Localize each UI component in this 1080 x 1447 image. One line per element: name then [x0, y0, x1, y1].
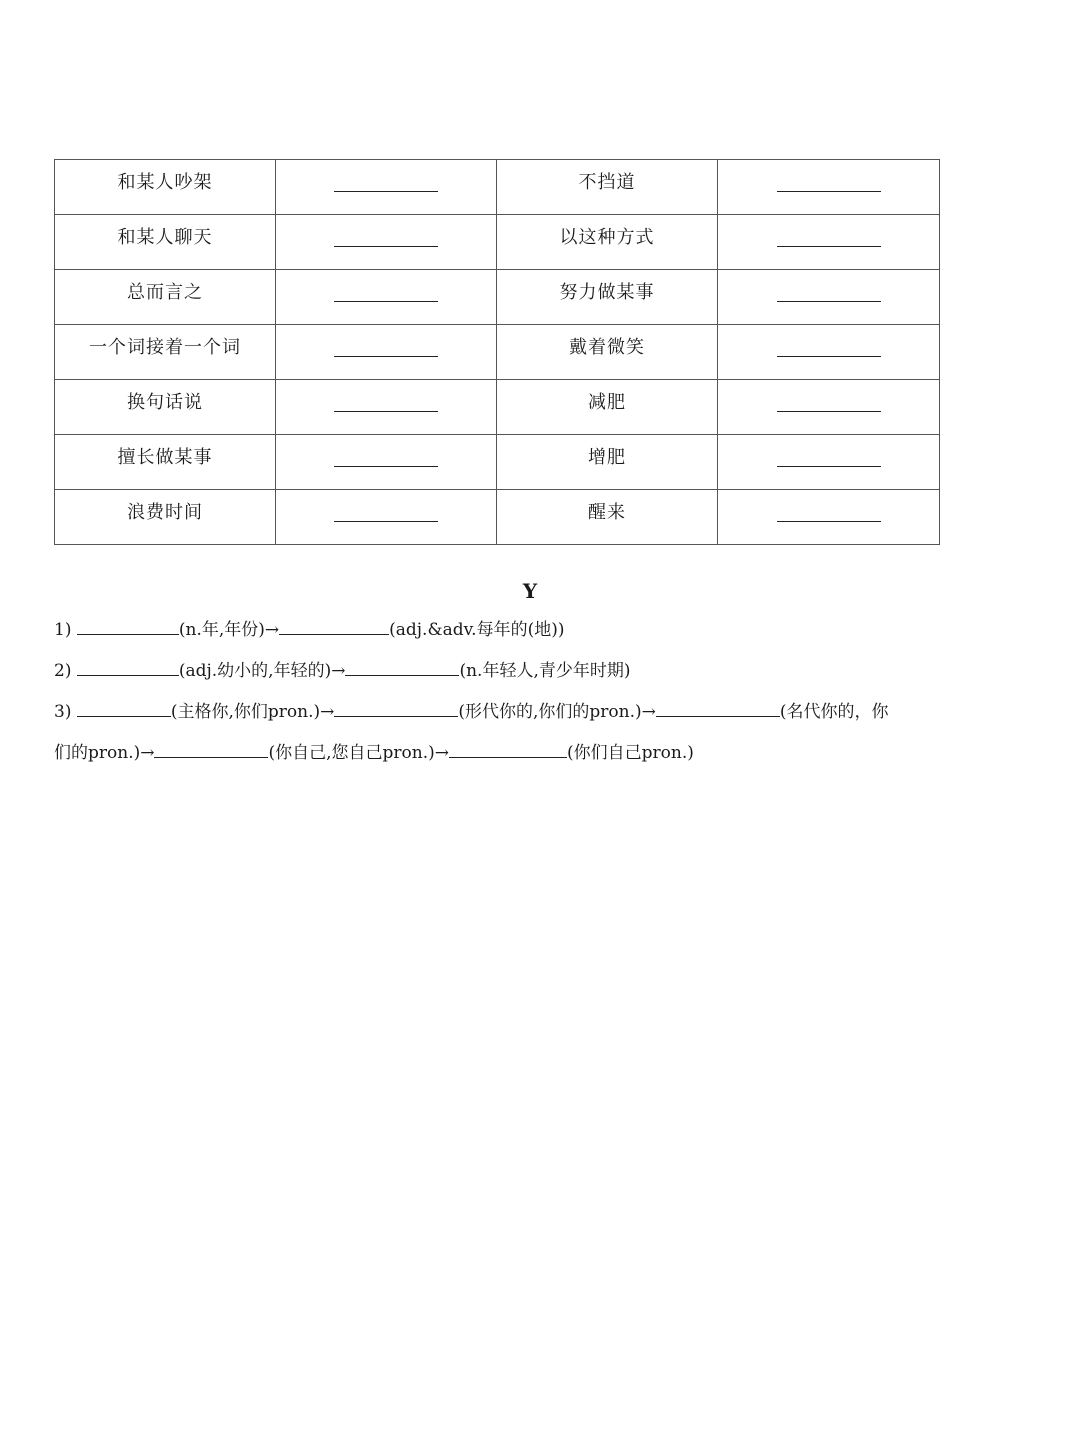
- phrase-prompt-right: 醒来: [497, 490, 718, 545]
- answer-blank[interactable]: [77, 716, 171, 717]
- answer-cell-right[interactable]: [718, 270, 940, 325]
- phrase-prompt-right: 不挡道: [497, 160, 718, 215]
- exercise-hint: (n.年,年份)→: [178, 620, 280, 640]
- answer-blank[interactable]: [345, 675, 459, 676]
- answer-cell-right[interactable]: [718, 380, 940, 435]
- exercise-number: 3): [54, 702, 72, 722]
- answer-blank[interactable]: [449, 757, 567, 758]
- answer-blank[interactable]: [777, 191, 881, 192]
- vocabulary-table: [54, 159, 940, 545]
- exercise-hint: (名代你的，你: [779, 702, 889, 722]
- answer-cell-left[interactable]: [276, 270, 497, 325]
- exercise-2: [54, 663, 934, 680]
- answer-blank[interactable]: [279, 634, 389, 635]
- phrase-prompt-left: 和某人吵架: [55, 160, 276, 215]
- answer-blank[interactable]: [334, 301, 438, 302]
- phrase-prompt-left: 总而言之: [55, 270, 276, 325]
- phrase-prompt-right: 减肥: [497, 380, 718, 435]
- answer-blank[interactable]: [334, 191, 438, 192]
- exercise-hint: (n.年轻人,青少年时期): [459, 661, 631, 681]
- exercise-hint: (adj.&adv.每年的(地)): [389, 620, 565, 640]
- exercise-3: [54, 704, 934, 721]
- answer-blank[interactable]: [777, 356, 881, 357]
- answer-cell-right[interactable]: [718, 490, 940, 545]
- answer-blank[interactable]: [334, 716, 458, 717]
- answer-blank[interactable]: [777, 246, 881, 247]
- answer-blank[interactable]: [334, 411, 438, 412]
- answer-blank[interactable]: [777, 466, 881, 467]
- answer-cell-left[interactable]: [276, 490, 497, 545]
- answer-cell-left[interactable]: [276, 380, 497, 435]
- answer-blank[interactable]: [77, 634, 179, 635]
- table-row: [55, 325, 940, 380]
- answer-cell-left[interactable]: [276, 160, 497, 215]
- phrase-prompt-left: 换句话说: [55, 380, 276, 435]
- phrase-prompt-right: 努力做某事: [497, 270, 718, 325]
- exercise-number: 2): [54, 661, 72, 681]
- table-row: [55, 215, 940, 270]
- table-row: [55, 380, 940, 435]
- exercise-3-continued: [54, 745, 934, 762]
- table-row: [55, 490, 940, 545]
- phrase-prompt-left: 擅长做某事: [55, 435, 276, 490]
- answer-blank[interactable]: [334, 521, 438, 522]
- phrase-prompt-left: 浪费时间: [55, 490, 276, 545]
- answer-cell-right[interactable]: [718, 435, 940, 490]
- answer-blank[interactable]: [77, 675, 179, 676]
- table-row: [55, 435, 940, 490]
- phrase-prompt-right: 以这种方式: [497, 215, 718, 270]
- exercise-hint: (你们自己pron.): [567, 743, 694, 763]
- answer-blank[interactable]: [777, 521, 881, 522]
- section-heading: Y: [522, 579, 538, 603]
- answer-cell-left[interactable]: [276, 325, 497, 380]
- answer-blank[interactable]: [777, 411, 881, 412]
- table-row: [55, 270, 940, 325]
- answer-cell-left[interactable]: [276, 215, 497, 270]
- exercise-hint: (你自己,您自己pron.)→: [268, 743, 449, 763]
- exercise-hint: (主格你,你们pron.)→: [170, 702, 335, 722]
- answer-cell-right[interactable]: [718, 325, 940, 380]
- answer-cell-left[interactable]: [276, 435, 497, 490]
- table-row: [55, 160, 940, 215]
- answer-cell-right[interactable]: [718, 215, 940, 270]
- answer-blank[interactable]: [334, 246, 438, 247]
- answer-blank[interactable]: [334, 466, 438, 467]
- answer-blank[interactable]: [334, 356, 438, 357]
- phrase-prompt-left: 一个词接着一个词: [55, 325, 276, 380]
- answer-blank[interactable]: [656, 716, 780, 717]
- answer-cell-right[interactable]: [718, 160, 940, 215]
- exercise-hint: (形代你的,你们的pron.)→: [458, 702, 656, 722]
- phrase-prompt-right: 戴着微笑: [497, 325, 718, 380]
- exercise-hint: (adj.幼小的,年轻的)→: [178, 661, 346, 681]
- phrase-prompt-right: 增肥: [497, 435, 718, 490]
- answer-blank[interactable]: [777, 301, 881, 302]
- exercise-hint: 们的pron.)→: [54, 743, 155, 763]
- exercise-1: [54, 622, 934, 639]
- exercise-number: 1): [54, 620, 72, 640]
- answer-blank[interactable]: [154, 757, 268, 758]
- phrase-prompt-left: 和某人聊天: [55, 215, 276, 270]
